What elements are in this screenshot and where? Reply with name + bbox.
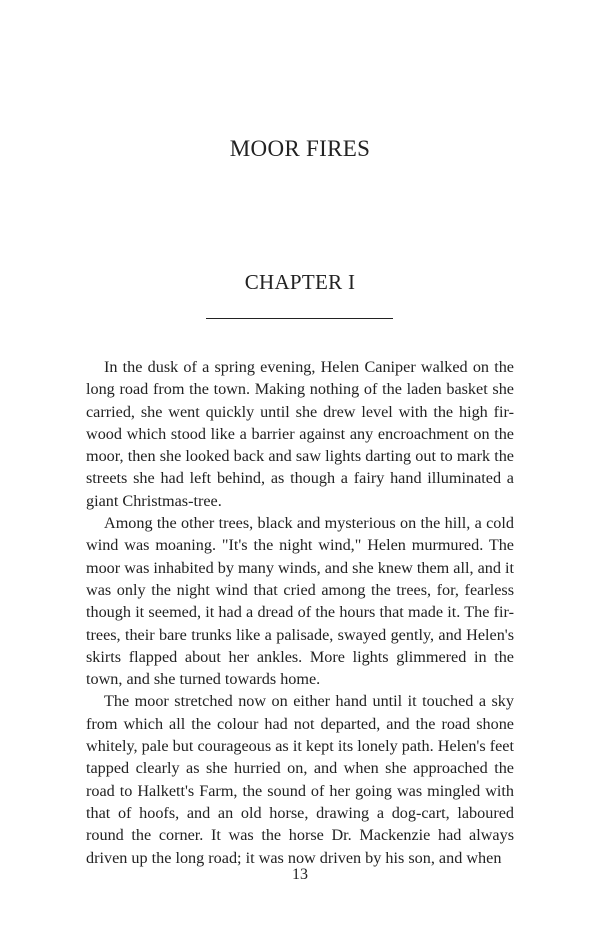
paragraph-1: In the dusk of a spring evening, Helen Caniper walked on the long road from the town. Making nothing of the laden basket she carried, she went quickly until she drew level with the high fir-wood which stood like a barrier against any encroachment on the moor, then she looked back and saw lights darting out to mark the streets she had left behind, as though a fairy hand illuminated a giant Christmas-tree. [86, 358, 514, 510]
chapter-divider [206, 318, 393, 319]
page-number: 13 [292, 866, 308, 883]
body-text [86, 356, 514, 869]
book-title: MOOR FIRES [229, 136, 371, 161]
chapter-title: CHAPTER I [244, 270, 356, 294]
paragraph-2: Among the other trees, black and mysterious on the hill, a cold wind was moaning. "It's the night wind," Helen murmured. The moor was inhabited by many winds, and she knew them all, and it was only the night wind that cried among the trees, for, fearless though it seemed, it had a dread of the hours that made it. The fir-trees, their bare trunks like a palisade, swayed gently, and Helen's skirts flapped about her ankles. More lights glimmered in the town, and she turned towards home. [86, 514, 514, 689]
paragraph-3: The moor stretched now on either hand until it touched a sky from which all the colour had not departed, and the road shone whitely, pale but courageous as it kept its lonely path. Helen's feet tapped clearly as she hurried on, and when she approached the road to Halkett's Farm, the sound of her going was mingled with that of hoofs, and an old horse, drawing a dog-cart, laboured round the corner. It was the horse Dr. Mackenzie had always driven up the long road; it was now driven by his son, and when [86, 692, 514, 867]
